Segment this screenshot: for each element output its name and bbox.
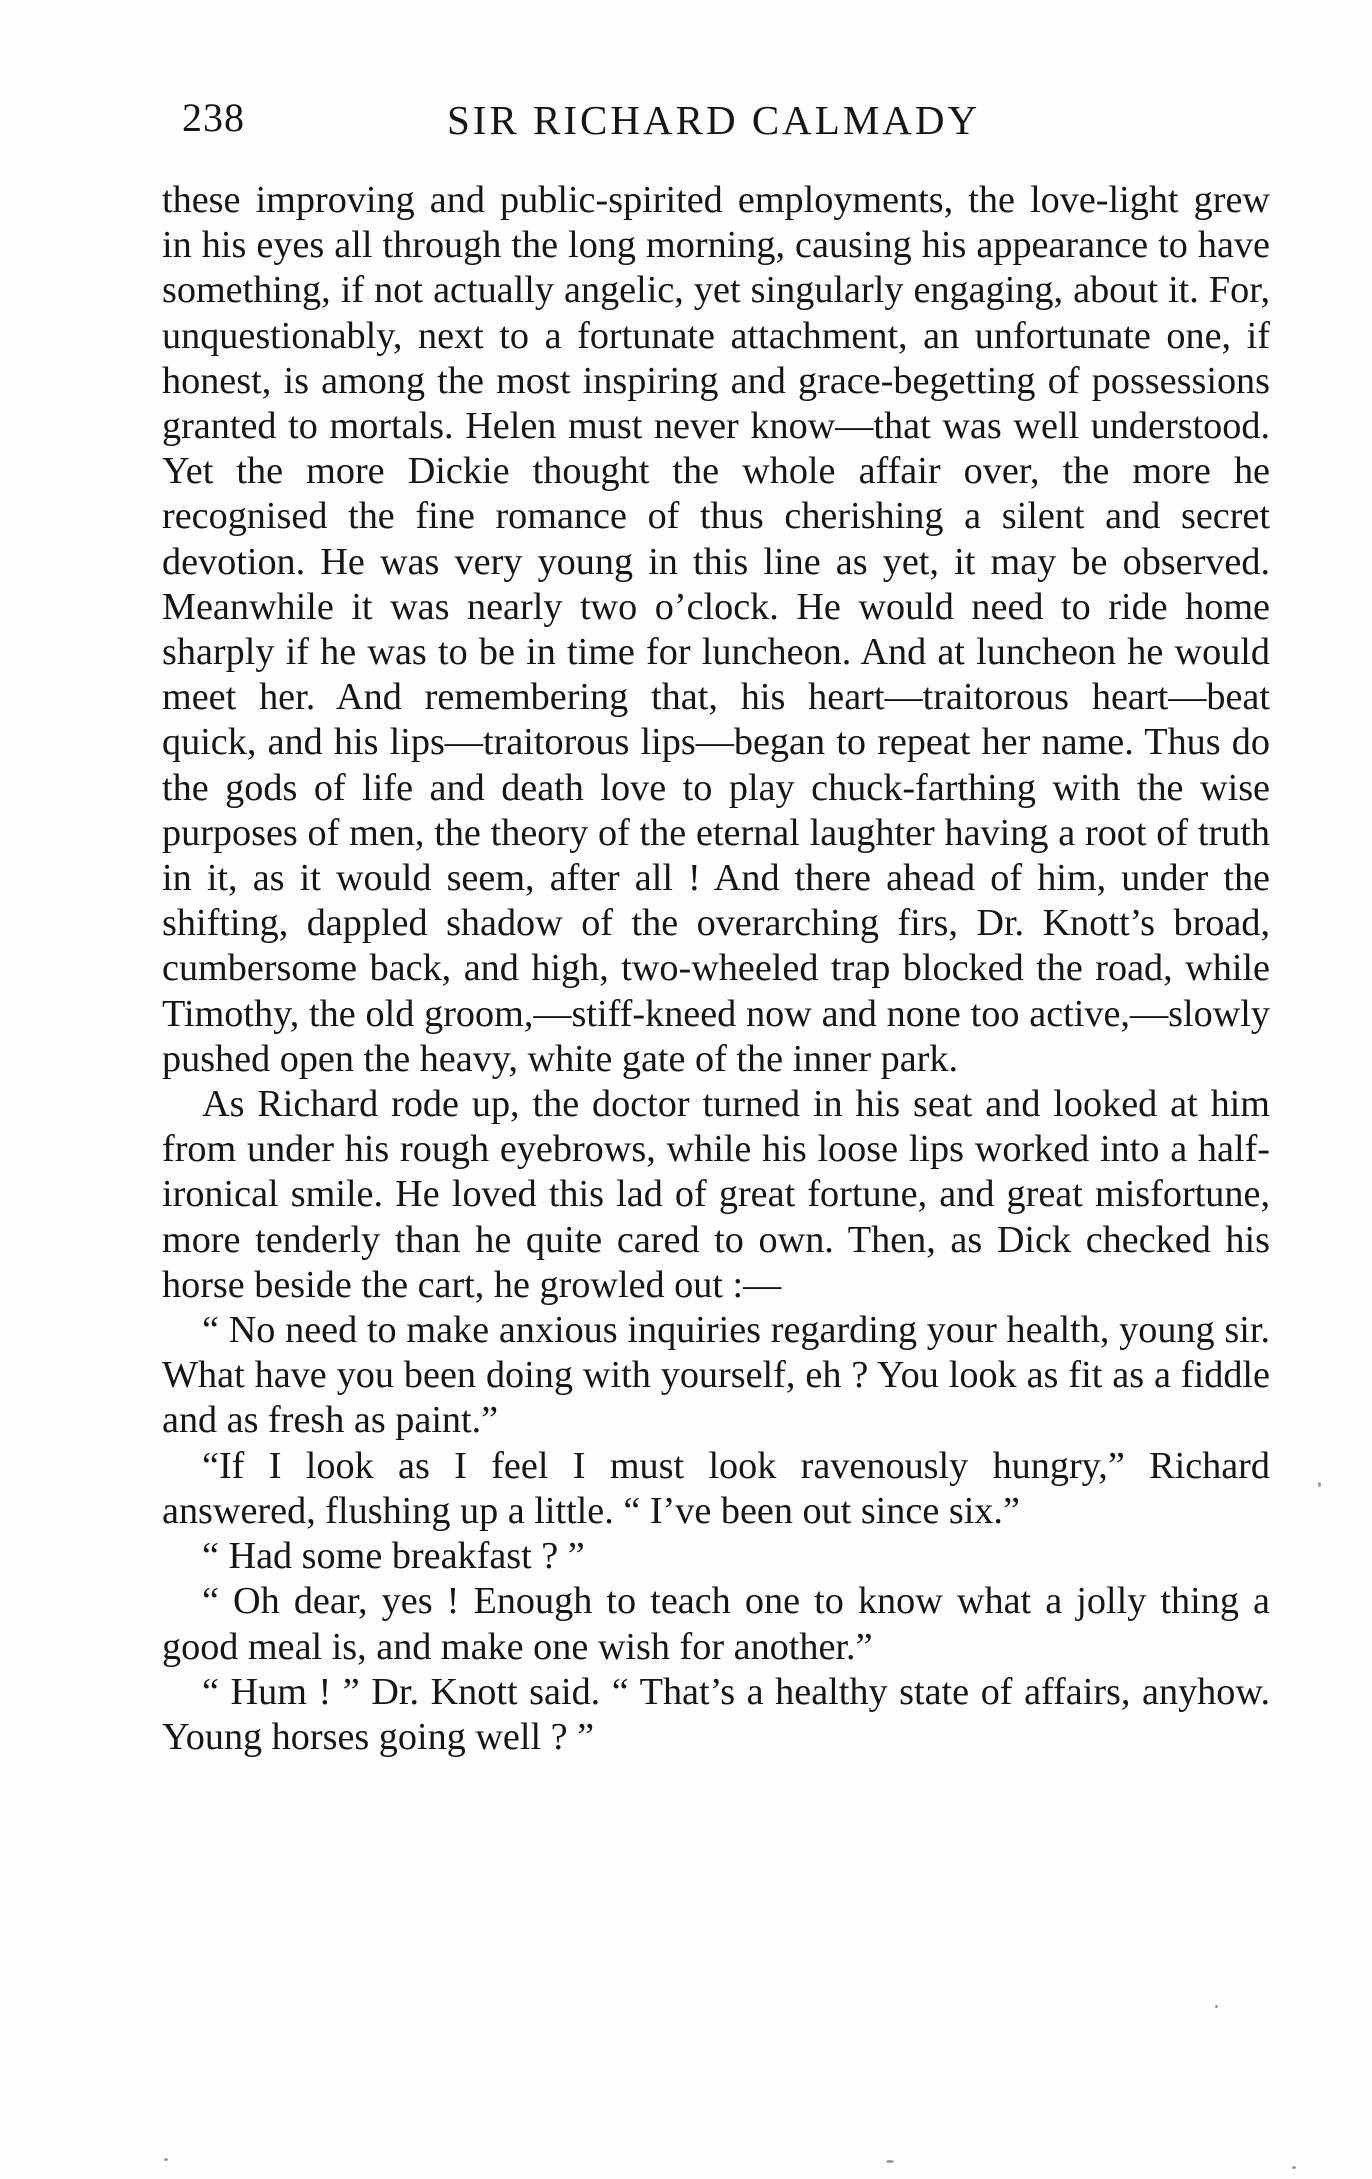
page-number: 238 [182, 95, 245, 140]
paper-speck [164, 2158, 168, 2161]
paragraph: “ No need to make anxious inquiries regarding your health, young sir. What have you been doing with yourself, eh ? You look as fit as a fiddle and as fresh as paint.” [162, 1309, 1270, 1442]
paragraph: “If I look as I feel I must look ravenously hungry,” Richard answered, flushing up a little. “ I’ve been out since six.” [162, 1444, 1270, 1532]
paper-speck [886, 2160, 894, 2163]
body-text [162, 178, 1270, 1760]
running-head [182, 94, 1272, 150]
paragraph-continued: these improving and public-spirited employments, the love-light grew in his eyes all through the long morning, causing his appearance to have something, if not actually angelic, yet singularly engaging, about it. For, unquestionably, next to a fortunate attachment, an unfortunate one, if honest, is among the most inspiring and grace-begetting of possessions granted to mortals. Helen must never know—that was well understood. Yet the more Dickie thought the whole affair over, the more he recognised the fine romance of thus cherishing a silent and secret devotion. He was very young in this line as yet, it may be observed. Meanwhile it was nearly two o’clock. He would need to ride home sharply if he was to be in time for luncheon. And at luncheon he would meet her. And remembering that, his heart—traitorous heart—beat quick, and his lips—traitorous lips—began to repeat her name. Thus do the gods of life and death love to play chuck-farthing with the wise purposes of men, the theory of the eternal laughter having a root of truth in it, as it would seem, after all ! And there ahead of him, under the shifting, dappled shadow of the overarching firs, Dr. Knott’s broad, cumbersome back, and high, two-wheeled trap blocked the road, while Timothy, the old groom,—stiff-kneed now and none too active,—slowly pushed open the heavy, white gate of the inner park. [162, 179, 1270, 1080]
paragraph: “ Oh dear, yes ! Enough to teach one to know what a jolly thing a good meal is, and make one wish for another.” [162, 1580, 1270, 1668]
paragraph: “ Had some breakfast ? ” [202, 1535, 585, 1578]
book-title: SIR RICHARD CALMADY [447, 97, 981, 143]
paragraph: As Richard rode up, the doctor turned in his seat and looked at him from under his rough eyebrows, while his loose lips worked into a half-ironical smile. He loved this lad of great fortune, and great misfortune, more tenderly than he quite cared to own. Then, as Dick checked his horse beside the cart, he growled out :— [162, 1083, 1270, 1306]
paper-speck [1318, 1482, 1321, 1487]
paper-speck [1292, 2166, 1296, 2169]
paper-speck [1215, 2005, 1218, 2008]
paragraph: “ Hum ! ” Dr. Knott said. “ That’s a healthy state of affairs, anyhow. Young horses going well ? ” [162, 1670, 1270, 1758]
